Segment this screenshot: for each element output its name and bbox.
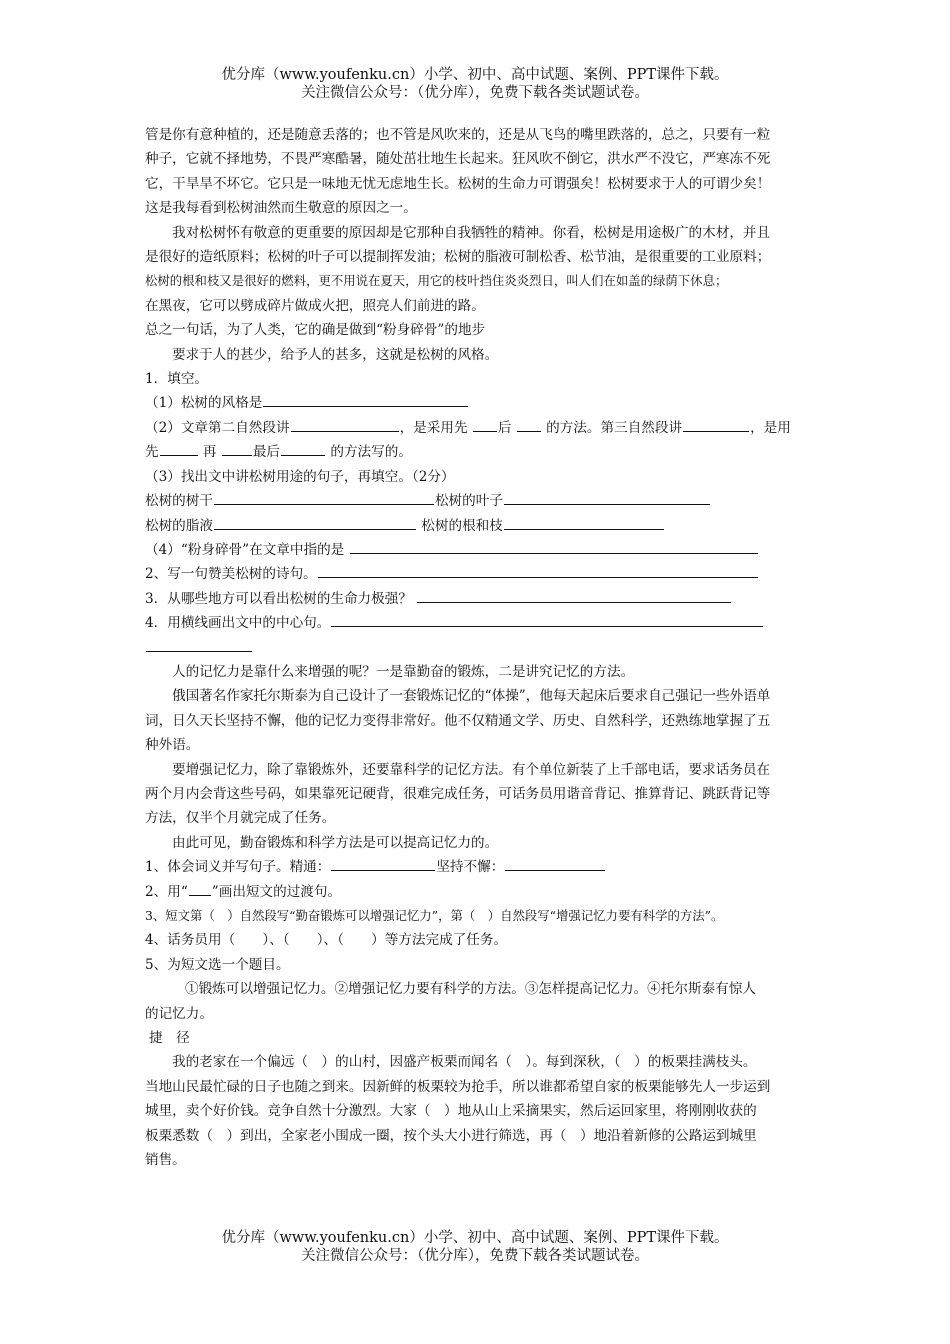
answer-blank[interactable]: [331, 612, 763, 627]
pine-p1-l4: 这是我每看到松树油然而生敬意的原因之一。: [145, 200, 417, 217]
memory-p3-l2: 两个月内会背这些号码，如果靠死记硬背，很难完成任务，可话务员用谐音背记、推算背记、跳跃背记等: [145, 785, 771, 802]
answer-blank[interactable]: [505, 856, 605, 871]
answer-blank[interactable]: [146, 637, 252, 652]
memory-q1-text-b: 坚持不懈：: [436, 859, 505, 876]
pine-q4: [145, 611, 813, 635]
memory-p2-l3: 种外语。: [145, 737, 200, 754]
pine-q2: [145, 562, 813, 586]
pine-q1-4-text: （4）“粉身碎骨”在文章中指的是: [145, 541, 345, 558]
pine-q1-2-text-f: 先: [145, 444, 159, 461]
pine-q1-1: [145, 391, 813, 415]
memory-p1: 人的记忆力是靠什么来增强的呢？一是靠勤奋的锻炼，二是讲究记忆的方法。: [172, 663, 635, 680]
roots-label: 松树的根和枝: [421, 517, 503, 534]
memory-options-l2: 的记忆力。: [145, 1005, 213, 1022]
pine-p2-l4: 在黑夜，它可以劈成碎片做成火把，照亮人们前进的路。: [145, 297, 485, 314]
page-header: [0, 66, 950, 102]
header-line-2: 关注微信公众号：（优分库），免费下载各类试题试卷。: [301, 85, 649, 101]
pine-q4-cont: [145, 636, 813, 660]
answer-blank[interactable]: [189, 881, 211, 896]
memory-q1-text-a: 1、体会词义并写句子。精通：: [145, 859, 331, 876]
pine-q1-4: [145, 538, 813, 562]
pine-p1-l3: 它，干旱旱不坏它。它只是一味地无忧无虑地生长。松树的生命力可谓强矣！松树要求于人的可谓少矣！: [145, 175, 771, 192]
shortcut-title: 捷 径: [149, 1030, 190, 1047]
pine-q3: [145, 587, 813, 611]
pine-p2-l1: 我对松树怀有敬意的更重要的原因却是它那种自我牺牲的精神。你看，松树是用途极广的木材，并且: [172, 224, 771, 241]
shortcut-l4: 板栗悉数（ ）到出，全家老小围成一圈，按个头大小进行筛选，再（ ）地沿着新修的公路运到城里: [145, 1127, 757, 1144]
answer-blank[interactable]: [291, 417, 399, 432]
pine-q1-1-text: （1）松树的风格是: [145, 395, 263, 412]
pine-q1-2-text-i: 的方法写的。: [330, 444, 412, 461]
pine-uses-row-1: [145, 489, 813, 513]
footer-line-1: 优分库（www.youfenku.cn）小学、初中、高中试题、案例、PPT课件下载。: [221, 1230, 729, 1246]
answer-blank[interactable]: [504, 490, 710, 505]
pine-q1-2-text-d: 的方法。第三自然段讲: [546, 419, 683, 436]
memory-q3: 3、短文第（ ）自然段写“勤奋锻炼可以增强记忆力”，第（ ）自然段写“增强记忆力要有科学的方法”。: [145, 908, 724, 923]
memory-q2: [145, 880, 813, 904]
memory-options-l1: ①锻炼可以增强记忆力。②增强记忆力要有科学的方法。③怎样提高记忆力。④托尔斯泰有惊人: [185, 981, 756, 998]
pine-q1-2-text-b: ，是采用先: [399, 419, 468, 436]
pine-q1-3: （3）找出文中讲松树用途的句子，再填空。（2分）: [145, 468, 455, 485]
memory-p4: 由此可见，勤奋锻炼和科学方法是可以提高记忆力的。: [172, 834, 499, 851]
pine-p4: 要求于人的甚少，给予人的甚多，这就是松树的风格。: [172, 346, 499, 363]
memory-q5: 5、为短文选一个题目。: [145, 956, 290, 973]
pine-p2-l2: 是很好的造纸原料；松树的叶子可以提制挥发油；松树的脂液可制松香、松节油，是很重要的工业原料；: [145, 249, 771, 266]
pine-q4-text: 4．用横线画出文中的中心句。: [145, 615, 331, 632]
pine-q1-2-text-e: ，是用: [750, 419, 791, 436]
memory-q4: 4、话务员用（ ）、（ ）、（ ）等方法完成了任务。: [145, 932, 508, 949]
memory-p2-l1: 俄国著名作家托尔斯泰为自己设计了一套锻炼记忆的“体操”，他每天起床后要求自己强记一些外语单: [172, 688, 771, 705]
answer-blank[interactable]: [683, 417, 749, 432]
memory-q2-text-a: 2、用“: [145, 883, 188, 900]
memory-p3-l1: 要增强记忆力，除了靠锻炼外，还要靠科学的记忆方法。有个单位新装了上千部电话，要求话务员在: [172, 761, 771, 778]
pine-q1-2: [145, 416, 813, 440]
shortcut-l5: 销售。: [145, 1152, 186, 1169]
pine-p1-l1: 管是你有意种植的，还是随意丢落的；也不管是风吹来的，还是从飞鸟的嘴里跌落的，总之，只要有一粒: [145, 127, 771, 143]
answer-blank[interactable]: [473, 417, 497, 432]
pine-q1-2-text-c: 后: [497, 419, 512, 436]
pine-p3: 总之一句话，为了人类，它的确是做到“粉身碎骨”的地步: [145, 322, 486, 339]
trunk-label: 松树的树干: [145, 493, 213, 510]
footer-line-2: 关注微信公众号：（优分库），免费下载各类试题试卷。: [301, 1248, 649, 1264]
pine-q1-2-cont: [145, 440, 813, 464]
answer-blank[interactable]: [504, 515, 664, 530]
memory-q2-text-b: ”画出短文的过渡句。: [211, 883, 342, 900]
pine-q1-2-text-a: （2）文章第二自然段讲: [145, 419, 290, 436]
pine-uses-row-2: [145, 514, 813, 538]
answer-blank[interactable]: [263, 392, 468, 407]
document-body: [145, 123, 813, 1172]
answer-blank[interactable]: [214, 515, 416, 530]
shortcut-l1: 我的老家在一个偏远（ ）的山村，因盛产板栗而闻名（ ）。每到深秋，（ ）的板栗挂满枝头。: [172, 1054, 757, 1071]
answer-blank[interactable]: [350, 539, 758, 554]
answer-blank[interactable]: [517, 417, 541, 432]
pine-q1-2-text-g: 再: [202, 444, 217, 461]
memory-p3-l3: 方法，仅半个月就完成了任务。: [145, 810, 336, 827]
header-line-1: 优分库（www.youfenku.cn）小学、初中、高中试题、案例、PPT课件下载。: [221, 67, 729, 83]
answer-blank[interactable]: [214, 490, 434, 505]
answer-blank[interactable]: [417, 588, 731, 603]
pine-q1-2-text-h: 最后: [252, 444, 281, 461]
page-footer: [0, 1229, 950, 1265]
answer-blank[interactable]: [331, 856, 435, 871]
resin-label: 松树的脂液: [145, 517, 213, 534]
leaf-label: 松树的叶子: [434, 493, 503, 510]
pine-p2-l3: 松树的根和枝又是很好的燃料，更不用说在夏天，用它的枝叶挡住炎炎烈日，叫人们在如盖的绿荫下休息；: [145, 273, 728, 289]
shortcut-l2: 当地山民最忙碌的日子也随之到来。因新鲜的板栗较为抢手，所以谁都希望自家的板栗能够先人一步运到: [145, 1078, 771, 1095]
answer-blank[interactable]: [160, 441, 198, 456]
pine-q2-text: 2、写一句赞美松树的诗句。: [145, 566, 317, 583]
shortcut-l3: 城里，卖个好价钱。竞争自然十分激烈。大家（ ）地从山上采摘果实，然后运回家里，将刚刚收获的: [145, 1103, 757, 1120]
pine-p1-l2: 种子，它就不择地势，不畏严寒酷暑，随处茁壮地生长起来。狂风吹不倒它，洪水严不没它，严寒冻不死: [145, 151, 771, 168]
pine-q1: 1．填空。: [145, 371, 209, 388]
answer-blank[interactable]: [222, 441, 252, 456]
pine-q3-text: 3．从哪些地方可以看出松树的生命力极强？: [145, 590, 412, 607]
answer-blank[interactable]: [281, 441, 325, 456]
memory-p2-l2: 词，日久天长坚持不懈，他的记忆力变得非常好。他不仅精通文学、历史、自然科学，还熟练地掌握了五: [145, 712, 771, 729]
memory-q1: [145, 855, 813, 879]
answer-blank[interactable]: [318, 563, 758, 578]
